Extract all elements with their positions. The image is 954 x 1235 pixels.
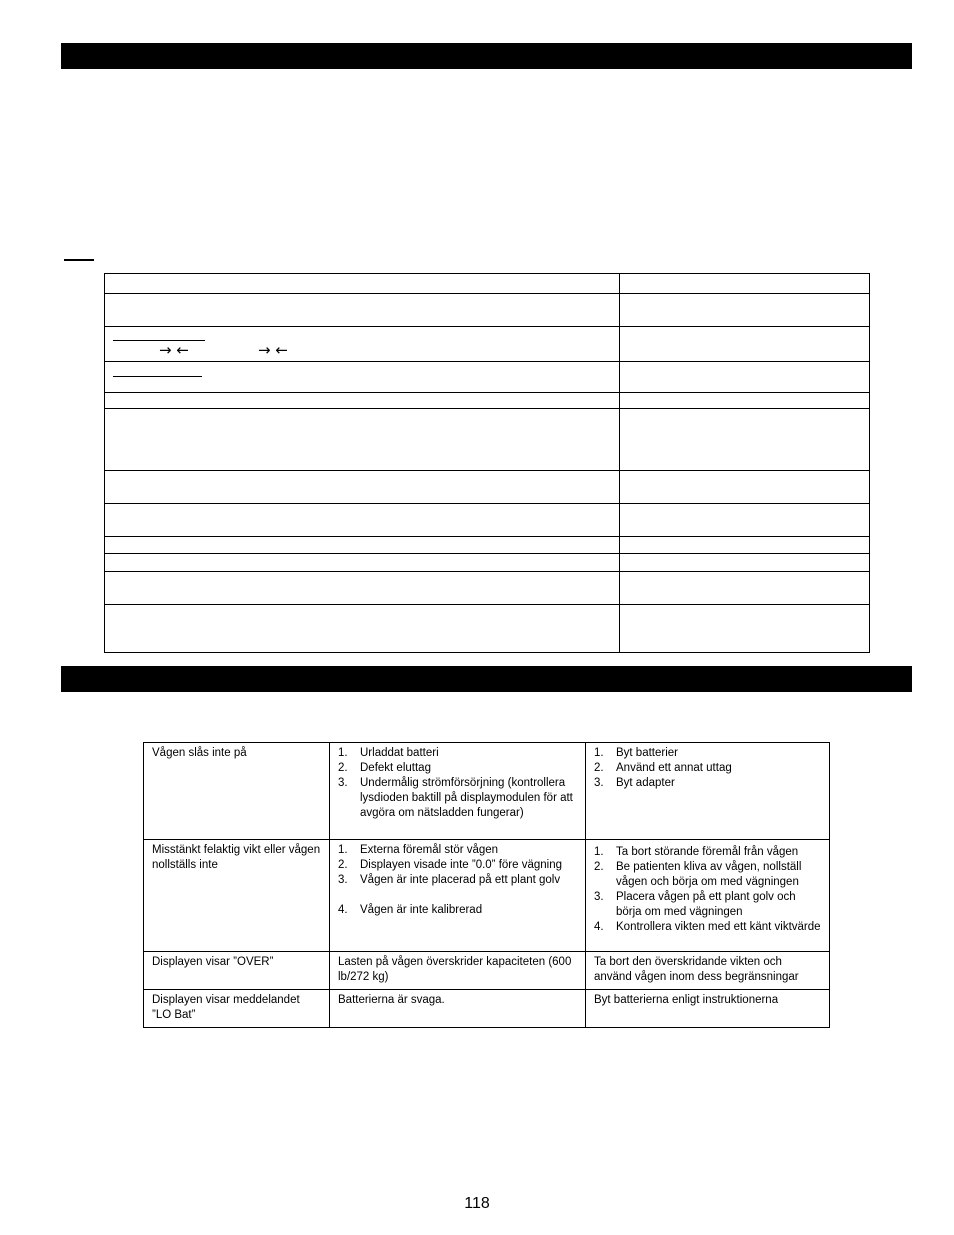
table-row (144, 990, 830, 1028)
list-item: 3. Undermålig strömförsörjning (kontrollera lysdioden baktill på displaymodulen för att avgöra om nätsladden fungerar) (338, 777, 573, 819)
solution-cell: Ta bort den överskridande vikten och använd vågen inom dess begränsningar (586, 952, 830, 990)
list-item: 2. Defekt eluttag (338, 762, 431, 774)
list-item: 4. Kontrollera vikten med ett känt viktvärde (594, 921, 821, 933)
cause-cell: Batterierna är svaga. (330, 990, 586, 1028)
list-item: 1. Byt batterier (594, 747, 678, 759)
arrow-pair-2: → ← (258, 341, 288, 359)
list-item: 1. Ta bort störande föremål från vågen (594, 846, 799, 858)
list-item: 2. Be patienten kliva av vågen, nollställ vågen och börja om med vägningen (594, 861, 802, 888)
solution-cell: Byt batterierna enligt instruktionerna (586, 990, 830, 1028)
cause-cell: Lasten på vågen överskrider kapaciteten (600 lb/272 kg) (330, 952, 586, 990)
arrow-pair-1: → ← (159, 341, 189, 359)
underline-mark (113, 376, 202, 377)
section-header-bar-top (61, 43, 912, 69)
list-item: 2. Displayen visade inte ”0.0” före vägning (338, 859, 563, 871)
table-row (144, 952, 830, 990)
cause-cell (330, 840, 586, 952)
problem-cell: Vågen slås inte på (144, 743, 330, 840)
list-item: 3. Byt adapter (594, 777, 675, 789)
page-number: 118 (464, 1195, 490, 1212)
section-header-bar-bottom (61, 666, 912, 692)
cause-cell (330, 743, 586, 840)
list-item: 1. Externa föremål stör vågen (338, 844, 499, 856)
list-item: 1. Urladdat batteri (338, 747, 439, 759)
table-row (144, 840, 830, 952)
list-item: 3. Placera vågen på ett plant golv och börja om med vägningen (594, 891, 796, 918)
solution-cell (586, 743, 830, 840)
list-item: 2. Använd ett annat uttag (594, 762, 732, 774)
list-item: 3. Vågen är inte placerad på ett plant golv (338, 874, 561, 886)
solution-cell (586, 840, 830, 952)
specification-table (104, 273, 870, 653)
problem-cell: Displayen visar ”OVER” (144, 952, 330, 990)
troubleshooting-table (143, 742, 830, 1028)
problem-cell: Displayen visar meddelandet ”LO Bat” (144, 990, 330, 1028)
list-item: 4. Vågen är inte kalibrerad (338, 904, 483, 916)
table-row (144, 743, 830, 840)
arrow-row (105, 327, 620, 362)
note-underline (64, 259, 94, 261)
problem-cell: Misstänkt felaktig vikt eller vågen nollställs inte (144, 840, 330, 952)
